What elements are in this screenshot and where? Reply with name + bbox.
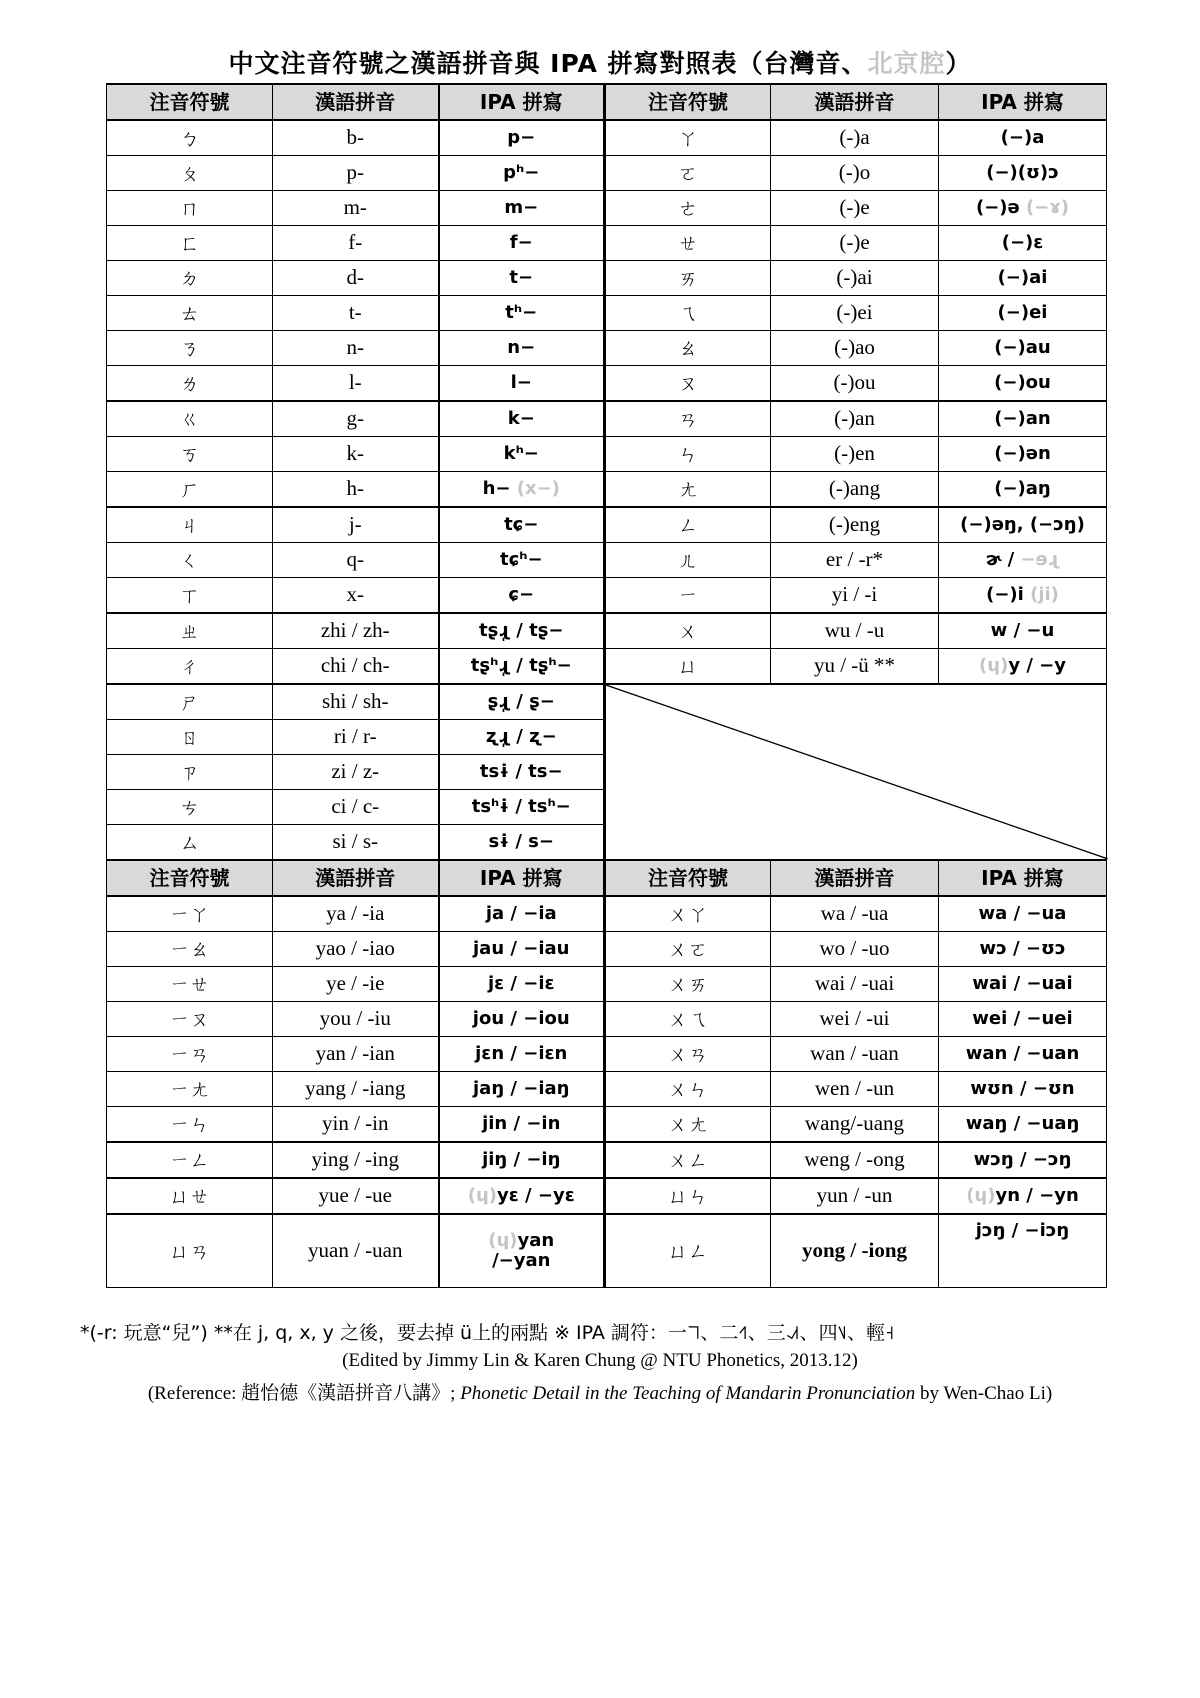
pinyin-cell: g-	[273, 401, 439, 437]
zhuyin-cell: ㄠ	[605, 331, 771, 366]
ipa-cell: wɔ / −ʊɔ	[939, 932, 1107, 967]
table-row	[107, 191, 1107, 226]
table-row	[107, 578, 1107, 614]
ipa-cell: wɔŋ / −ɔŋ	[939, 1142, 1107, 1178]
zhuyin-cell: ㄔ	[107, 649, 273, 685]
ipa-cell: (−)əŋ, (−ɔŋ)	[939, 507, 1107, 543]
table-row	[107, 331, 1107, 366]
col-header-pinyin: 漢語拼音	[771, 84, 939, 120]
pinyin-cell: k-	[273, 437, 439, 472]
zhuyin-cell: ㄦ	[605, 543, 771, 578]
zhuyin-cell: ㄧ	[605, 578, 771, 614]
pinyin-cell: chi / ch-	[273, 649, 439, 685]
pinyin-cell: wei / -ui	[771, 1002, 939, 1037]
zhuyin-cell: ㄧㄤ	[107, 1072, 273, 1107]
table-row	[107, 1142, 1107, 1178]
ipa-cell: jau / −iau	[439, 932, 605, 967]
pinyin-cell: you / -iu	[273, 1002, 439, 1037]
pinyin-cell: ye / -ie	[273, 967, 439, 1002]
table-row	[107, 543, 1107, 578]
ipa-cell: (ɥ)y / −y	[939, 649, 1107, 685]
pinyin-cell: yan / -ian	[273, 1037, 439, 1072]
pinyin-cell: (-)an	[771, 401, 939, 437]
pinyin-cell: yu / -ü **	[771, 649, 939, 685]
zhuyin-cell: ㄑ	[107, 543, 273, 578]
ipa-cell: jɔŋ / −iɔŋ	[939, 1214, 1107, 1288]
pinyin-cell: zi / z-	[273, 755, 439, 790]
footnote: *(-r: 玩意“兒”) **在 j, q, x, y 之後，要去掉 ü上的兩點 ※ IPA 調符：一˥˥、二˧˥、三˨˩˦、四˥˩、輕˧	[80, 1322, 895, 1344]
ipa-cell: (−)ai	[939, 261, 1107, 296]
pinyin-cell: er / -r*	[771, 543, 939, 578]
ipa-cell: tʰ−	[439, 296, 605, 331]
zhuyin-cell: ㄝ	[605, 226, 771, 261]
ipa-cell: jɛ / −iɛ	[439, 967, 605, 1002]
col-header-pinyin: 漢語拼音	[273, 84, 439, 120]
pinyin-cell: n-	[273, 331, 439, 366]
pinyin-cell: yuan / -uan	[273, 1214, 439, 1288]
ipa-cell: jin / −in	[439, 1107, 605, 1143]
table-row	[107, 967, 1107, 1002]
zhuyin-cell: ㄢ	[605, 401, 771, 437]
zhuyin-cell: ㄚ	[605, 120, 771, 156]
zhuyin-cell: ㄨㄟ	[605, 1002, 771, 1037]
ipa-cell: (−)an	[939, 401, 1107, 437]
ipa-cell: tɕʰ−	[439, 543, 605, 578]
ipa-cell: (−)aŋ	[939, 472, 1107, 508]
table-row	[107, 366, 1107, 402]
zhuyin-cell: ㄧㄥ	[107, 1142, 273, 1178]
ipa-cell: wa / −ua	[939, 896, 1107, 932]
zhuyin-cell: ㄤ	[605, 472, 771, 508]
zhuyin-cell: ㄜ	[605, 191, 771, 226]
zhuyin-cell: ㄅ	[107, 120, 273, 156]
ipa-cell: (−)ɛ	[939, 226, 1107, 261]
pinyin-cell: yang / -iang	[273, 1072, 439, 1107]
ipa-cell: tɕ−	[439, 507, 605, 543]
ipa-cell: (ɥ)yn / −yn	[939, 1178, 1107, 1214]
zhuyin-cell: ㄨ	[605, 613, 771, 649]
ipa-cell: (−)au	[939, 331, 1107, 366]
ipa-cell: kʰ−	[439, 437, 605, 472]
ipa-cell: (−)ə (−ɤ)	[939, 191, 1107, 226]
ipa-cell: wan / −uan	[939, 1037, 1107, 1072]
col-header-zhuyin: 注音符號	[107, 84, 273, 120]
zhuyin-cell: ㄐ	[107, 507, 273, 543]
zhuyin-cell: ㄩ	[605, 649, 771, 685]
zhuyin-cell: ㄧㄡ	[107, 1002, 273, 1037]
pinyin-cell: wo / -uo	[771, 932, 939, 967]
zhuyin-cell: ㄩㄢ	[107, 1214, 273, 1288]
zhuyin-cell: ㄏ	[107, 472, 273, 508]
ipa-cell: h− (x−)	[439, 472, 605, 508]
zhuyin-cell: ㄨㄛ	[605, 932, 771, 967]
zhuyin-cell: ㄩㄥ	[605, 1214, 771, 1288]
ipa-cell: ja / −ia	[439, 896, 605, 932]
zhuyin-cell: ㄊ	[107, 296, 273, 331]
col-header-pinyin: 漢語拼音	[771, 860, 939, 896]
table-row	[107, 1072, 1107, 1107]
zhuyin-cell: ㄨㄣ	[605, 1072, 771, 1107]
ipa-cell: (−)ən	[939, 437, 1107, 472]
table-row	[107, 1002, 1107, 1037]
pinyin-cell: (-)a	[771, 120, 939, 156]
ipa-cell: (−)ou	[939, 366, 1107, 402]
zhuyin-cell: ㄘ	[107, 790, 273, 825]
ipa-cell: m−	[439, 191, 605, 226]
header-row-bottom	[107, 860, 1107, 896]
col-header-pinyin: 漢語拼音	[273, 860, 439, 896]
pinyin-cell: b-	[273, 120, 439, 156]
pinyin-cell: yin / -in	[273, 1107, 439, 1143]
pinyin-cell: x-	[273, 578, 439, 614]
pinyin-cell: m-	[273, 191, 439, 226]
pinyin-cell: q-	[273, 543, 439, 578]
zhuyin-cell: ㄧㄠ	[107, 932, 273, 967]
empty-diagonal-cell	[605, 684, 1107, 860]
pinyin-cell: yong / -iong	[771, 1214, 939, 1288]
zhuyin-cell: ㄨㄢ	[605, 1037, 771, 1072]
pinyin-cell: zhi / zh-	[273, 613, 439, 649]
ipa-cell: waŋ / −uaŋ	[939, 1107, 1107, 1143]
col-header-ipa: IPA 拼寫	[439, 860, 605, 896]
zhuyin-cell: ㄒ	[107, 578, 273, 614]
table-row	[107, 649, 1107, 685]
pinyin-cell: (-)ang	[771, 472, 939, 508]
pinyin-cell: wa / -ua	[771, 896, 939, 932]
ipa-cell: tsʰɨ / tsʰ−	[439, 790, 605, 825]
ipa-cell: ɕ−	[439, 578, 605, 614]
pinyin-cell: ri / r-	[273, 720, 439, 755]
table-row	[107, 1037, 1107, 1072]
pinyin-cell: (-)ai	[771, 261, 939, 296]
pinyin-cell: yue / -ue	[273, 1178, 439, 1214]
zhuyin-cell: ㄧㄢ	[107, 1037, 273, 1072]
zhuyin-cell: ㄩㄝ	[107, 1178, 273, 1214]
ipa-cell: jaŋ / −iaŋ	[439, 1072, 605, 1107]
zhuyin-cell: ㄎ	[107, 437, 273, 472]
zhuyin-cell: ㄧㄚ	[107, 896, 273, 932]
zhuyin-cell: ㄌ	[107, 366, 273, 402]
col-header-zhuyin: 注音符號	[605, 84, 771, 120]
ipa-cell: t−	[439, 261, 605, 296]
pinyin-cell: d-	[273, 261, 439, 296]
pinyin-cell: shi / sh-	[273, 684, 439, 720]
zhuyin-cell: ㄨㄚ	[605, 896, 771, 932]
pinyin-cell: p-	[273, 156, 439, 191]
table-row	[107, 932, 1107, 967]
ipa-cell: (−)a	[939, 120, 1107, 156]
zhuyin-cell: ㄆ	[107, 156, 273, 191]
ipa-cell: (−)(ʊ)ɔ	[939, 156, 1107, 191]
pinyin-cell: (-)ou	[771, 366, 939, 402]
phonetic-chart	[106, 83, 1107, 1288]
col-header-zhuyin: 注音符號	[107, 860, 273, 896]
pinyin-cell: yao / -iao	[273, 932, 439, 967]
table-row	[107, 896, 1107, 932]
zhuyin-cell: ㄨㄥ	[605, 1142, 771, 1178]
zhuyin-cell: ㄈ	[107, 226, 273, 261]
pinyin-cell: t-	[273, 296, 439, 331]
pinyin-cell: (-)e	[771, 226, 939, 261]
pinyin-cell: si / s-	[273, 825, 439, 861]
pinyin-cell: (-)ei	[771, 296, 939, 331]
pinyin-cell: yun / -un	[771, 1178, 939, 1214]
pinyin-cell: ya / -ia	[273, 896, 439, 932]
pinyin-cell: (-)en	[771, 437, 939, 472]
zhuyin-cell: ㄨㄤ	[605, 1107, 771, 1143]
pinyin-cell: h-	[273, 472, 439, 508]
pinyin-cell: wan / -uan	[771, 1037, 939, 1072]
ipa-cell: ʂɻ̩ / ʂ−	[439, 684, 605, 720]
col-header-ipa: IPA 拼寫	[439, 84, 605, 120]
zhuyin-cell: ㄙ	[107, 825, 273, 861]
header-row-top	[107, 84, 1107, 120]
zhuyin-cell: ㄞ	[605, 261, 771, 296]
ipa-cell: tʂʰɻ̩ / tʂʰ−	[439, 649, 605, 685]
zhuyin-cell: ㄍ	[107, 401, 273, 437]
table-row	[107, 156, 1107, 191]
ipa-cell: wai / −uai	[939, 967, 1107, 1002]
ipa-cell: tʂɻ̩ / tʂ−	[439, 613, 605, 649]
zhuyin-cell: ㄋ	[107, 331, 273, 366]
col-header-ipa: IPA 拼寫	[939, 860, 1107, 896]
zhuyin-cell: ㄩㄣ	[605, 1178, 771, 1214]
table-row	[107, 684, 1107, 720]
pinyin-cell: (-)eng	[771, 507, 939, 543]
zhuyin-cell: ㄧㄝ	[107, 967, 273, 1002]
table-row	[107, 1178, 1107, 1214]
zhuyin-cell: ㄛ	[605, 156, 771, 191]
ipa-cell: jɛn / −iɛn	[439, 1037, 605, 1072]
table-row	[107, 120, 1107, 156]
page-title: 中文注音符號之漢語拼音與 IPA 拼寫對照表（台灣音、北京腔）	[228, 49, 972, 78]
ipa-cell: ʐɻ̩ / ʐ−	[439, 720, 605, 755]
table-row	[107, 296, 1107, 331]
zhuyin-cell: ㄉ	[107, 261, 273, 296]
pinyin-cell: ci / c-	[273, 790, 439, 825]
zhuyin-cell: ㄓ	[107, 613, 273, 649]
ipa-cell: f−	[439, 226, 605, 261]
table-row	[107, 507, 1107, 543]
zhuyin-cell: ㄣ	[605, 437, 771, 472]
ipa-cell: sɨ / s−	[439, 825, 605, 861]
ipa-cell: l−	[439, 366, 605, 402]
ipa-cell: (ɥ)yɛ / −yɛ	[439, 1178, 605, 1214]
pinyin-cell: yi / -i	[771, 578, 939, 614]
table-row	[107, 1214, 1107, 1288]
zhuyin-cell: ㄟ	[605, 296, 771, 331]
ipa-cell: pʰ−	[439, 156, 605, 191]
zhuyin-cell: ㄗ	[107, 755, 273, 790]
ipa-cell: (−)i (ji)	[939, 578, 1107, 614]
pinyin-cell: wang/-uang	[771, 1107, 939, 1143]
pinyin-cell: wu / -u	[771, 613, 939, 649]
edited-credit: (Edited by Jimmy Lin & Karen Chung @ NTU Phonetics, 2013.12)	[342, 1350, 858, 1371]
table-row	[107, 472, 1107, 508]
ipa-cell: ɚ / −ɘɻ	[939, 543, 1107, 578]
diagonal-line	[606, 685, 1108, 859]
zhuyin-cell: ㄧㄣ	[107, 1107, 273, 1143]
ipa-cell: k−	[439, 401, 605, 437]
pinyin-cell: l-	[273, 366, 439, 402]
ipa-cell: wei / −uei	[939, 1002, 1107, 1037]
col-header-zhuyin: 注音符號	[605, 860, 771, 896]
ipa-cell: p−	[439, 120, 605, 156]
pinyin-cell: ying / -ing	[273, 1142, 439, 1178]
table-row	[107, 261, 1107, 296]
pinyin-cell: (-)o	[771, 156, 939, 191]
pinyin-cell: (-)e	[771, 191, 939, 226]
zhuyin-cell: ㄕ	[107, 684, 273, 720]
ipa-cell: w / −u	[939, 613, 1107, 649]
zhuyin-cell: ㄡ	[605, 366, 771, 402]
ipa-cell: tsɨ / ts−	[439, 755, 605, 790]
reference-line: (Reference: 趙怡德《漢語拼音八講》; Phonetic Detail in the Teaching of Mandarin Pronunciation by Wen-Chao Li)	[147, 1383, 1053, 1404]
col-header-ipa: IPA 拼寫	[939, 84, 1107, 120]
pinyin-cell: wai / -uai	[771, 967, 939, 1002]
ipa-cell: (−)ei	[939, 296, 1107, 331]
zhuyin-cell: ㄨㄞ	[605, 967, 771, 1002]
ipa-cell: jiŋ / −iŋ	[439, 1142, 605, 1178]
zhuyin-cell: ㄥ	[605, 507, 771, 543]
table-row	[107, 226, 1107, 261]
ipa-cell: wʊn / −ʊn	[939, 1072, 1107, 1107]
table-row	[107, 1107, 1107, 1143]
pinyin-cell: f-	[273, 226, 439, 261]
pinyin-cell: weng / -ong	[771, 1142, 939, 1178]
pinyin-cell: (-)ao	[771, 331, 939, 366]
zhuyin-cell: ㄖ	[107, 720, 273, 755]
table-row	[107, 613, 1107, 649]
title-grey-part: 北京腔	[867, 49, 946, 78]
ipa-cell: jou / −iou	[439, 1002, 605, 1037]
ipa-cell: n−	[439, 331, 605, 366]
ipa-cell: (ɥ)yan /−yan	[439, 1214, 605, 1288]
zhuyin-cell: ㄇ	[107, 191, 273, 226]
pinyin-cell: j-	[273, 507, 439, 543]
table-row	[107, 437, 1107, 472]
pinyin-cell: wen / -un	[771, 1072, 939, 1107]
table-row	[107, 401, 1107, 437]
